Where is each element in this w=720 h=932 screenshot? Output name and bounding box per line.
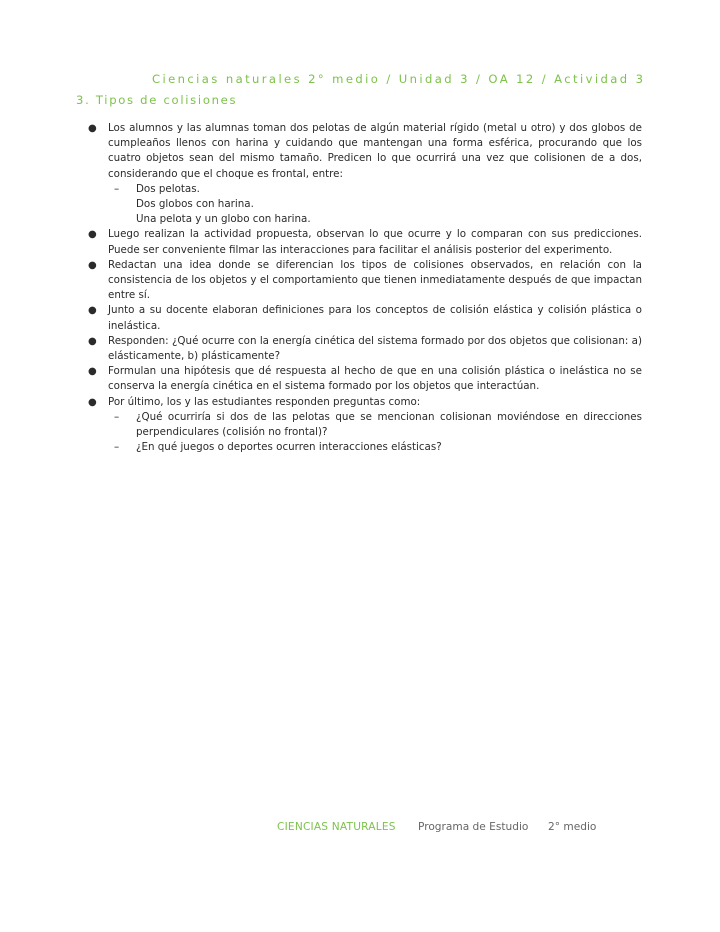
dash-icon: – [114,441,120,454]
sub-list [108,410,642,456]
bullet-dot-icon: ● [88,229,97,241]
list-item-text: Por último, los y las estudiantes responden preguntas como: [108,395,421,408]
sub-list-item-text: ¿Qué ocurriría si dos de las pelotas que se mencionan colisionan moviéndose en direcciones perpendiculares (colisión no frontal)? [136,410,642,439]
section-title: 3. Tipos de colisiones [76,93,238,107]
bullet-dot-icon: ● [88,123,97,134]
dash-icon: – [114,182,120,195]
bullet-dot-icon: ● [88,259,97,271]
list-item [84,334,642,364]
breadcrumb: Ciencias naturales 2° medio / Unidad 3 / OA 12 / Actividad 3 [152,72,646,86]
activity-content [84,121,642,455]
dash-icon: – [114,410,120,423]
list-item [84,303,642,333]
sub-list-item [108,440,642,455]
sub-list-item-text: Dos pelotas. [136,182,200,195]
list-item-text: Los alumnos y las alumnas toman dos pelotas de algún material rígido (metal u otro) y dos globos de cumpleaños llenos con harina y cuidando que mantengan una forma esférica, procurando que los cuatro objetos sean del mismo tamaño. Predicen lo que ocurrirá una vez que colisionen de a dos, considerando que el choque es frontal, entre: [108,122,642,180]
page-footer [277,821,597,833]
sub-list-item [108,182,642,197]
sub-list-item-text: ¿En qué juegos o deportes ocurren interacciones elásticas? [136,441,442,454]
bullet-dot-icon: ● [88,305,97,317]
list-item-text: Luego realizan la actividad propuesta, observan lo que ocurre y lo comparan con sus predicciones. Puede ser conveniente filmar las interacciones para facilitar el análisis posterior del experimento. [108,228,642,256]
list-item-text: Redactan una idea donde se diferencian los tipos de colisiones observados, en relación con la consistencia de los objetos y el comportamiento que tienen inmediatamente después de que impactan entre sí. [108,258,642,302]
sub-list-item [108,410,642,440]
bullet-dot-icon: ● [88,396,97,408]
sub-list-item-text: Una pelota y un globo con harina. [136,213,311,226]
bullet-dot-icon: ● [88,366,97,378]
sub-list [108,182,642,228]
list-item [84,258,642,304]
list-item [84,227,642,257]
footer-subject: CIENCIAS NATURALES [277,821,396,833]
sub-list-item-text: Dos globos con harina. [136,198,254,211]
list-item [84,364,642,394]
list-item-text: Junto a su docente elaboran definiciones para los conceptos de colisión elástica y colisión plástica o inelástica. [108,304,642,332]
bullet-dot-icon: ● [88,335,97,347]
sub-list-item [108,197,642,212]
list-item-text: Formulan una hipótesis que dé respuesta al hecho de que en una colisión plástica o inelástica no se conserva la energía cinética en el sistema formado por los objetos que interactúan. [108,365,642,393]
footer-level: 2° medio [548,821,597,833]
list-item [84,395,642,456]
activity-list [84,121,642,455]
list-item [84,121,642,227]
footer-program: Programa de Estudio [418,821,529,833]
sub-list-item [108,212,642,227]
list-item-text: Responden: ¿Qué ocurre con la energía cinética del sistema formado por dos objetos que colisionan: a) elásticamente, b) plásticamente? [108,334,642,363]
